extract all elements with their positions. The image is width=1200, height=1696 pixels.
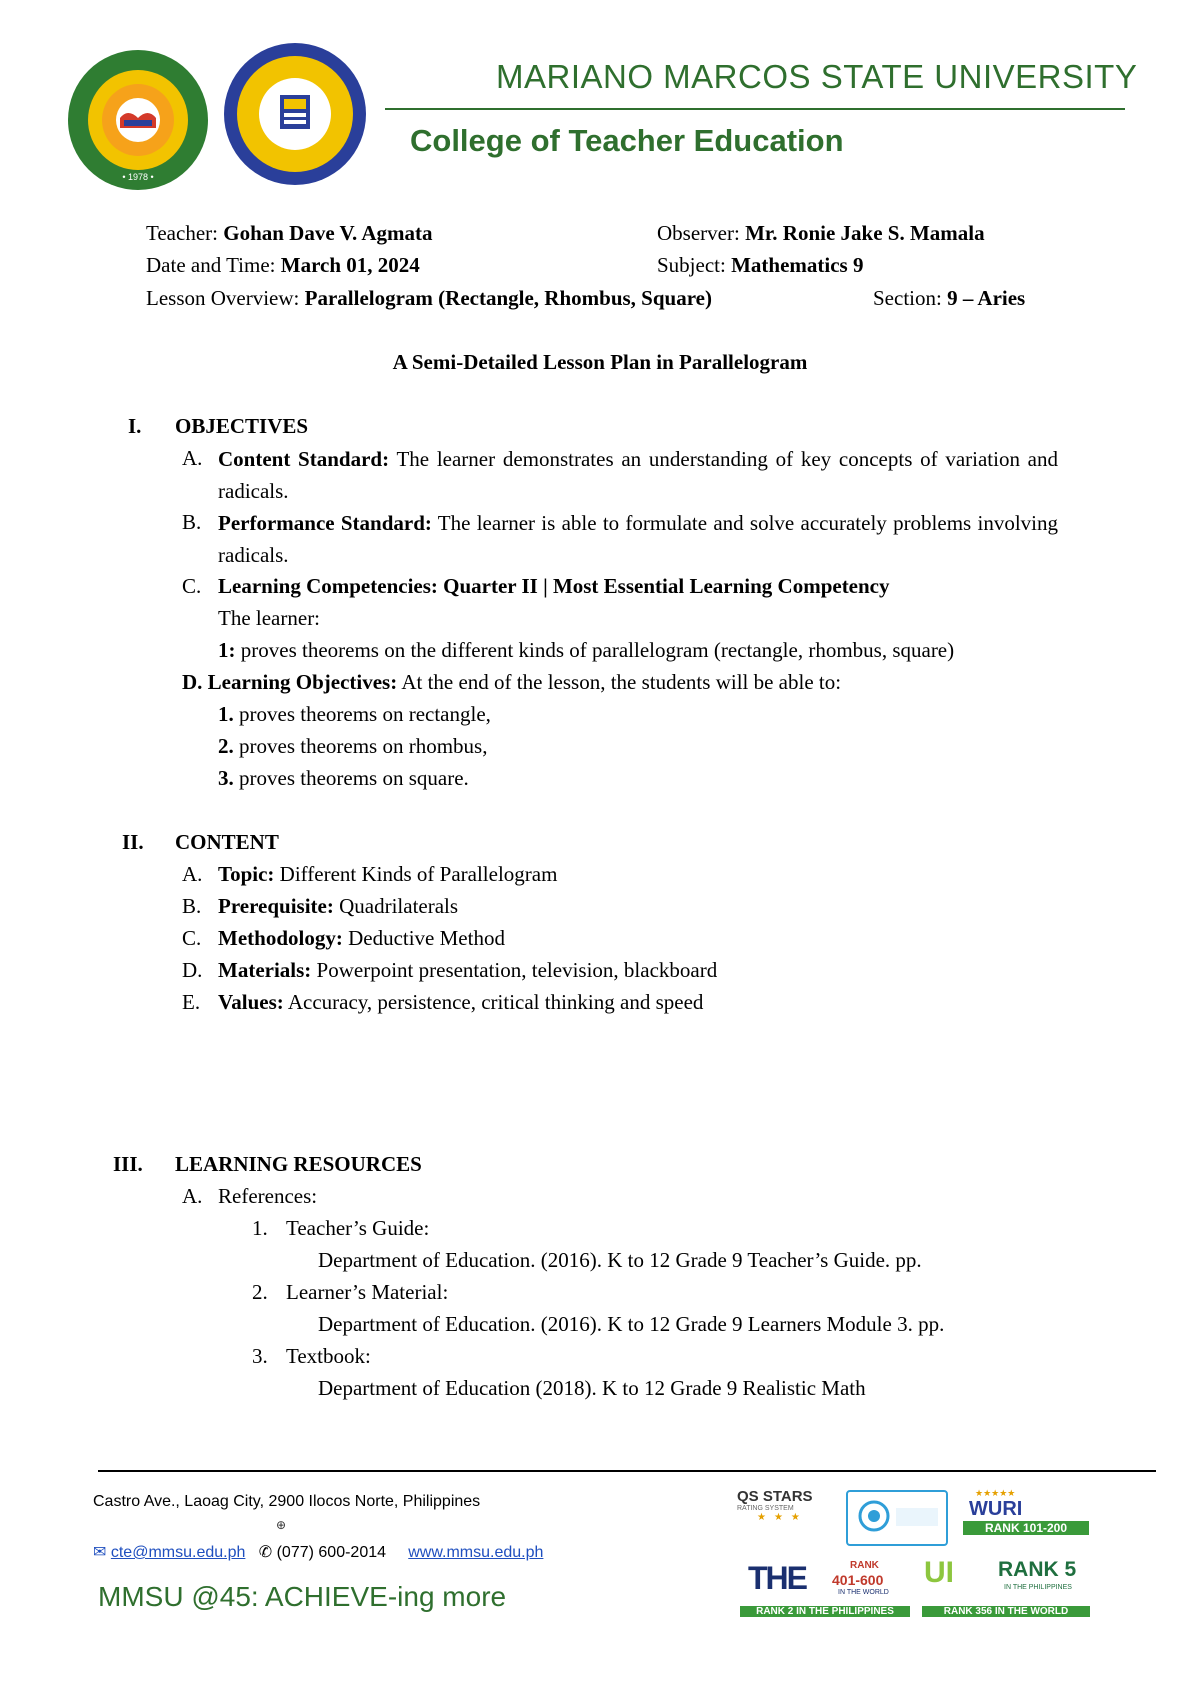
- section-heading: CONTENT: [175, 830, 279, 854]
- objective-item-text: proves theorems on rhombus,: [233, 734, 488, 758]
- objective-item: [218, 766, 469, 791]
- date-field: [146, 253, 420, 278]
- references-heading: [182, 1184, 317, 1209]
- content-item: [182, 862, 557, 887]
- objective-item-number: 3.: [218, 766, 234, 790]
- wuri-rank: RANK 101-200: [963, 1521, 1089, 1535]
- objective-item: [218, 734, 487, 759]
- list-label: B.: [182, 510, 202, 534]
- list-label: A.: [182, 1184, 203, 1208]
- list-label: C.: [182, 574, 202, 598]
- subject-value: Mathematics 9: [731, 253, 864, 277]
- reference-title: Teacher’s Guide:: [286, 1216, 430, 1240]
- objective-item-number: 1.: [218, 702, 234, 726]
- footer-divider: [98, 1470, 1156, 1472]
- list-label: B.: [182, 894, 202, 918]
- section-number: I.: [128, 414, 142, 438]
- content-item-heading: Prerequisite:: [218, 894, 334, 918]
- content-item-text: Powerpoint presentation, television, blackboard: [311, 958, 718, 982]
- subject-label: Subject:: [657, 253, 732, 277]
- qs-stars-subtitle: RATING SYSTEM: [737, 1505, 794, 1512]
- footer-address: Castro Ave., Laoag City, 2900 Ilocos Norte, Philippines: [93, 1493, 481, 1510]
- content-item-text: Different Kinds of Parallelogram: [274, 862, 558, 886]
- star-icons: ★★★: [757, 1512, 808, 1523]
- learning-objectives-text: At the end of the lesson, the students will be able to:: [397, 670, 842, 694]
- learning-objectives-label: D.: [182, 670, 203, 694]
- wuri-badge: [963, 1488, 1089, 1544]
- list-label: D.: [182, 958, 203, 982]
- subject-field: [657, 253, 863, 278]
- the-rank-label: RANK: [850, 1560, 879, 1571]
- website-link[interactable]: www.mmsu.edu.ph: [408, 1544, 544, 1561]
- overview-value: Parallelogram (Rectangle, Rhombus, Square): [304, 286, 712, 310]
- content-item: [182, 894, 458, 919]
- university-name: MARIANO MARCOS STATE UNIVERSITY: [496, 58, 1138, 95]
- learning-objectives-heading: Learning Objectives:: [207, 670, 398, 694]
- footer-contact: [93, 1542, 543, 1562]
- greenmetric-badge: [922, 1550, 1090, 1624]
- list-label: A.: [182, 862, 203, 886]
- objective-item: [218, 702, 491, 727]
- section-number: II.: [122, 830, 144, 854]
- section-number: III.: [113, 1152, 143, 1176]
- content-standard: [218, 443, 1058, 507]
- overview-field: [146, 286, 712, 311]
- reference-citation: Department of Education. (2016). K to 12 Grade 9 Teacher’s Guide. pp.: [318, 1248, 922, 1272]
- learning-objectives: [182, 670, 841, 695]
- section-field: [873, 286, 1025, 311]
- reference-citation: Department of Education (2018). K to 12 Grade 9 Realistic Math: [318, 1376, 866, 1400]
- qs-stars-title: QS STARS: [737, 1488, 813, 1505]
- phone-icon: ✆: [258, 1544, 273, 1561]
- content-standard-heading: Content Standard:: [218, 447, 390, 471]
- cte-seal-logo: [224, 43, 366, 185]
- reference-number: 2.: [252, 1280, 268, 1304]
- learning-competencies-subtext: The learner:: [218, 606, 321, 630]
- edutec-badge: [846, 1490, 948, 1546]
- section-label: Section:: [873, 286, 948, 310]
- mail-icon: ✉: [93, 1544, 107, 1561]
- greenmetric-ph-label: IN THE PHILIPPINES: [1004, 1584, 1072, 1591]
- content-item-text: Quadrilaterals: [333, 894, 459, 918]
- content-item-text: Deductive Method: [342, 926, 505, 950]
- document-title: A Semi-Detailed Lesson Plan in Parallelogram: [392, 350, 808, 374]
- date-value: March 01, 2024: [280, 253, 420, 277]
- list-label: A.: [182, 446, 203, 470]
- reference-title: Learner’s Material:: [286, 1280, 449, 1304]
- teacher-label: Teacher:: [146, 221, 224, 245]
- greenmetric-world-rank: RANK 356 IN THE WORLD: [922, 1606, 1090, 1617]
- the-world-label: IN THE WORLD: [838, 1589, 889, 1596]
- reference-item: [252, 1344, 371, 1369]
- qs-stars-badge: [737, 1488, 837, 1544]
- reference-citation: Department of Education. (2016). K to 12 Grade 9 Learners Module 3. pp.: [318, 1312, 945, 1336]
- reference-title: Textbook:: [286, 1344, 371, 1368]
- phone-number: (077) 600-2014: [276, 1544, 387, 1561]
- objective-item-text: proves theorems on square.: [233, 766, 469, 790]
- competency-item: [218, 638, 954, 663]
- the-impact-badge: [740, 1558, 910, 1624]
- content-item-heading: Materials:: [218, 958, 312, 982]
- date-label: Date and Time:: [146, 253, 281, 277]
- teacher-field: [146, 221, 433, 246]
- performance-standard-text: The learner is able to formulate and solve accurately problems involving radicals.: [218, 511, 1059, 567]
- reference-number: 3.: [252, 1344, 268, 1368]
- list-label: E.: [182, 990, 201, 1014]
- performance-standard-heading: Performance Standard:: [218, 511, 432, 535]
- email-link[interactable]: cte@mmsu.edu.ph: [110, 1544, 246, 1561]
- list-label: C.: [182, 926, 202, 950]
- greenmetric-rank: RANK 5: [998, 1558, 1077, 1581]
- content-item: [182, 990, 703, 1015]
- the-logo-icon: THE: [748, 1560, 806, 1596]
- footer-motto: MMSU @45: ACHIEVE-ing more: [98, 1581, 507, 1612]
- objective-item-text: proves theorems on rectangle,: [233, 702, 491, 726]
- wuri-title: WURI: [969, 1498, 1023, 1520]
- svg-text:• 1978 •: • 1978 •: [122, 172, 154, 182]
- college-name: College of Teacher Education: [410, 123, 844, 158]
- objective-item-number: 2.: [218, 734, 234, 758]
- competency-item-text: proves theorems on the different kinds of parallelogram (rectangle, rhombus, square): [235, 638, 955, 662]
- observer-value: Mr. Ronie Jake S. Mamala: [745, 221, 985, 245]
- content-item-text: Accuracy, persistence, critical thinking and speed: [283, 990, 704, 1014]
- overview-label: Lesson Overview:: [146, 286, 305, 310]
- content-item-heading: Values:: [218, 990, 284, 1014]
- teacher-value: Gohan Dave V. Agmata: [223, 221, 433, 245]
- header-divider: [385, 108, 1125, 110]
- observer-field: [657, 221, 985, 246]
- references-label: References:: [218, 1184, 318, 1208]
- content-item-heading: Methodology:: [218, 926, 343, 950]
- section-value: 9 – Aries: [947, 286, 1026, 310]
- learning-competencies-heading: Learning Competencies: Quarter II | Most Essential Learning Competency: [218, 574, 890, 598]
- section-heading: LEARNING RESOURCES: [175, 1152, 422, 1176]
- performance-standard: [218, 507, 1058, 571]
- reference-item: [252, 1216, 429, 1241]
- globe-icon: ⊕: [276, 1518, 287, 1532]
- greenmetric-logo-icon: UI: [924, 1556, 954, 1589]
- reference-item: [252, 1280, 448, 1305]
- mmsu-seal-logo: [68, 50, 208, 190]
- observer-label: Observer:: [657, 221, 746, 245]
- wuri-stars-icon: ★★★★★: [975, 1488, 1016, 1498]
- section-heading: OBJECTIVES: [175, 414, 309, 438]
- competency-item-number: 1:: [218, 638, 236, 662]
- content-item-heading: Topic:: [218, 862, 275, 886]
- the-ph-rank: RANK 2 IN THE PHILIPPINES: [740, 1606, 910, 1617]
- the-rank-range: 401-600: [832, 1572, 884, 1588]
- content-item: [182, 926, 505, 951]
- content-item: [182, 958, 717, 983]
- reference-number: 1.: [252, 1216, 268, 1240]
- content-standard-text: The learner demonstrates an understanding of key concepts of variation and radicals.: [218, 447, 1059, 503]
